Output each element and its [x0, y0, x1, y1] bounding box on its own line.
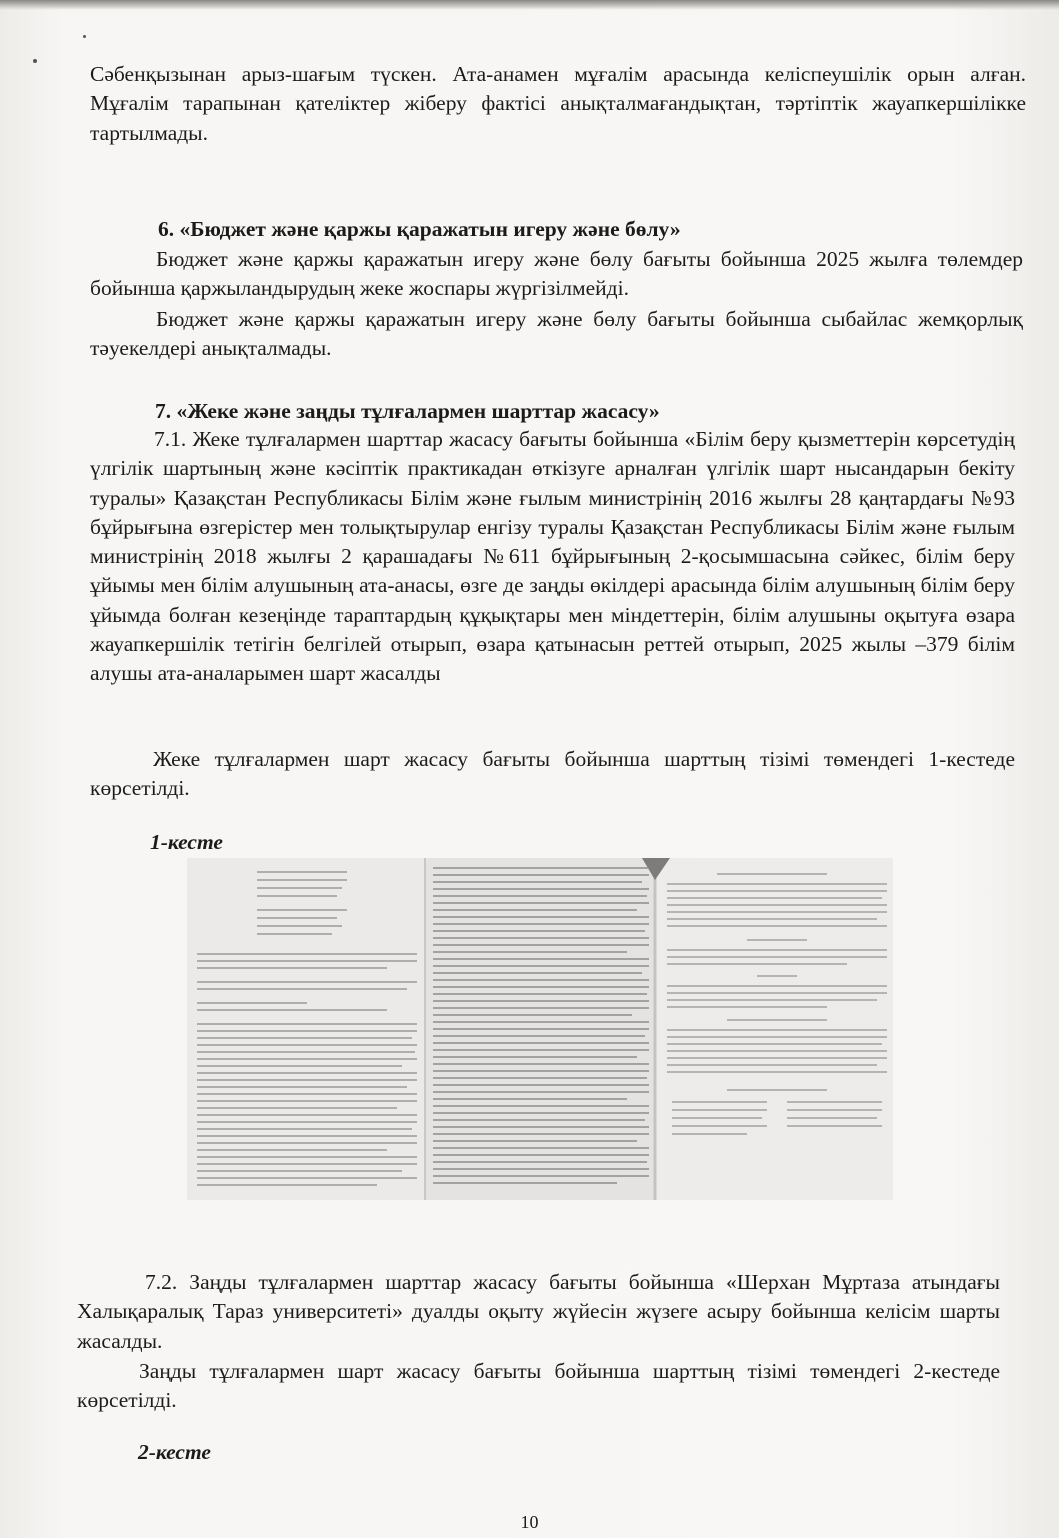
scan-speck — [33, 59, 37, 63]
page-number: 10 — [520, 1512, 539, 1532]
page-top-edge — [0, 0, 1059, 10]
table-2-caption: 2-кесте — [138, 1440, 211, 1464]
scan-speck — [83, 35, 86, 38]
paragraph-complaint: Сәбенқызынан арыз-шағым түскен. Ата-анамен мұғалім арасында келіспеушілік орын алған. Мұғалім тарапынан қателіктер жіберу фактісі анықталмағандықтан, тәртіптік жауапкершілікке тартылмады. — [90, 62, 1026, 145]
paragraph-6-1: Бюджет және қаржы қаражатын игеру және бөлу бағыты бойынша 2025 жылға төлемдер бойынша қаржыландырудың жеке жоспары жүргізілмейді. — [90, 247, 1023, 301]
paragraph-7-2: 7.2. Заңды тұлғалармен шарттар жасасу бағыты бойынша «Шерхан Мұртаза атындағы Халықаралық Тараз университеті» дуалды оқыту жүйесін жүзеге асыру бойынша келісім шарты жасалды. — [77, 1270, 1000, 1353]
section-6-heading: 6. «Бюджет және қаржы қаражатын игеру және бөлу» — [158, 217, 681, 241]
paragraph-7-2-table-ref: Заңды тұлғалармен шарт жасасу бағыты бойынша шарттың тізімі төмендегі 2-кестеде көрсетілді. — [77, 1359, 1000, 1413]
table-1-caption: 1-кесте — [150, 830, 223, 854]
contract-scan-image — [187, 858, 893, 1200]
section-7-heading: 7. «Жеке және заңды тұлғалармен шарттар жасасу» — [155, 399, 660, 423]
contract-pages-graphic — [187, 858, 893, 1200]
paragraph-7-1: 7.1. Жеке тұлғалармен шарттар жасасу бағыты бойынша «Білім беру қызметтерін көрсетудің үлгілік шартының және кәсіптік практикадан өткізуге арналған үлгілік шарт нысандарын бекіту туралы» Қазақстан Республикасы Білім және ғылым министрінің 2016 жылғы 28 қаңтардағы №93 бұйрығына өзгерістер мен толықтырулар енгізу туралы Қазақстан Республикасы Білім және ғылым министрінің 2018 жылғы 2 қарашадағы №611 бұйрығының 2-қосымшасына сәйкес, білім беру ұйымы мен білім алушының ата-анасы, өзге де заңды өкілдері арасында білім алушының білім беру ұйымда болған кезеңінде тараптардың құқықтары мен міндеттерін, білім алушыны оқытуға өзара жауапкершілік тетігін белгілей отырып, өзара қатынасын реттей отырып, 2025 жылы –379 білім алушы ата-аналарымен шарт жасалды — [90, 427, 1015, 686]
paragraph-7-1-table-ref: Жеке тұлғалармен шарт жасасу бағыты бойынша шарттың тізімі төмендегі 1-кестеде көрсетілді. — [90, 747, 1015, 801]
paragraph-6-2: Бюджет және қаржы қаражатын игеру және бөлу бағыты бойынша сыбайлас жемқорлық тәуекелдері анықталмады. — [90, 307, 1023, 361]
